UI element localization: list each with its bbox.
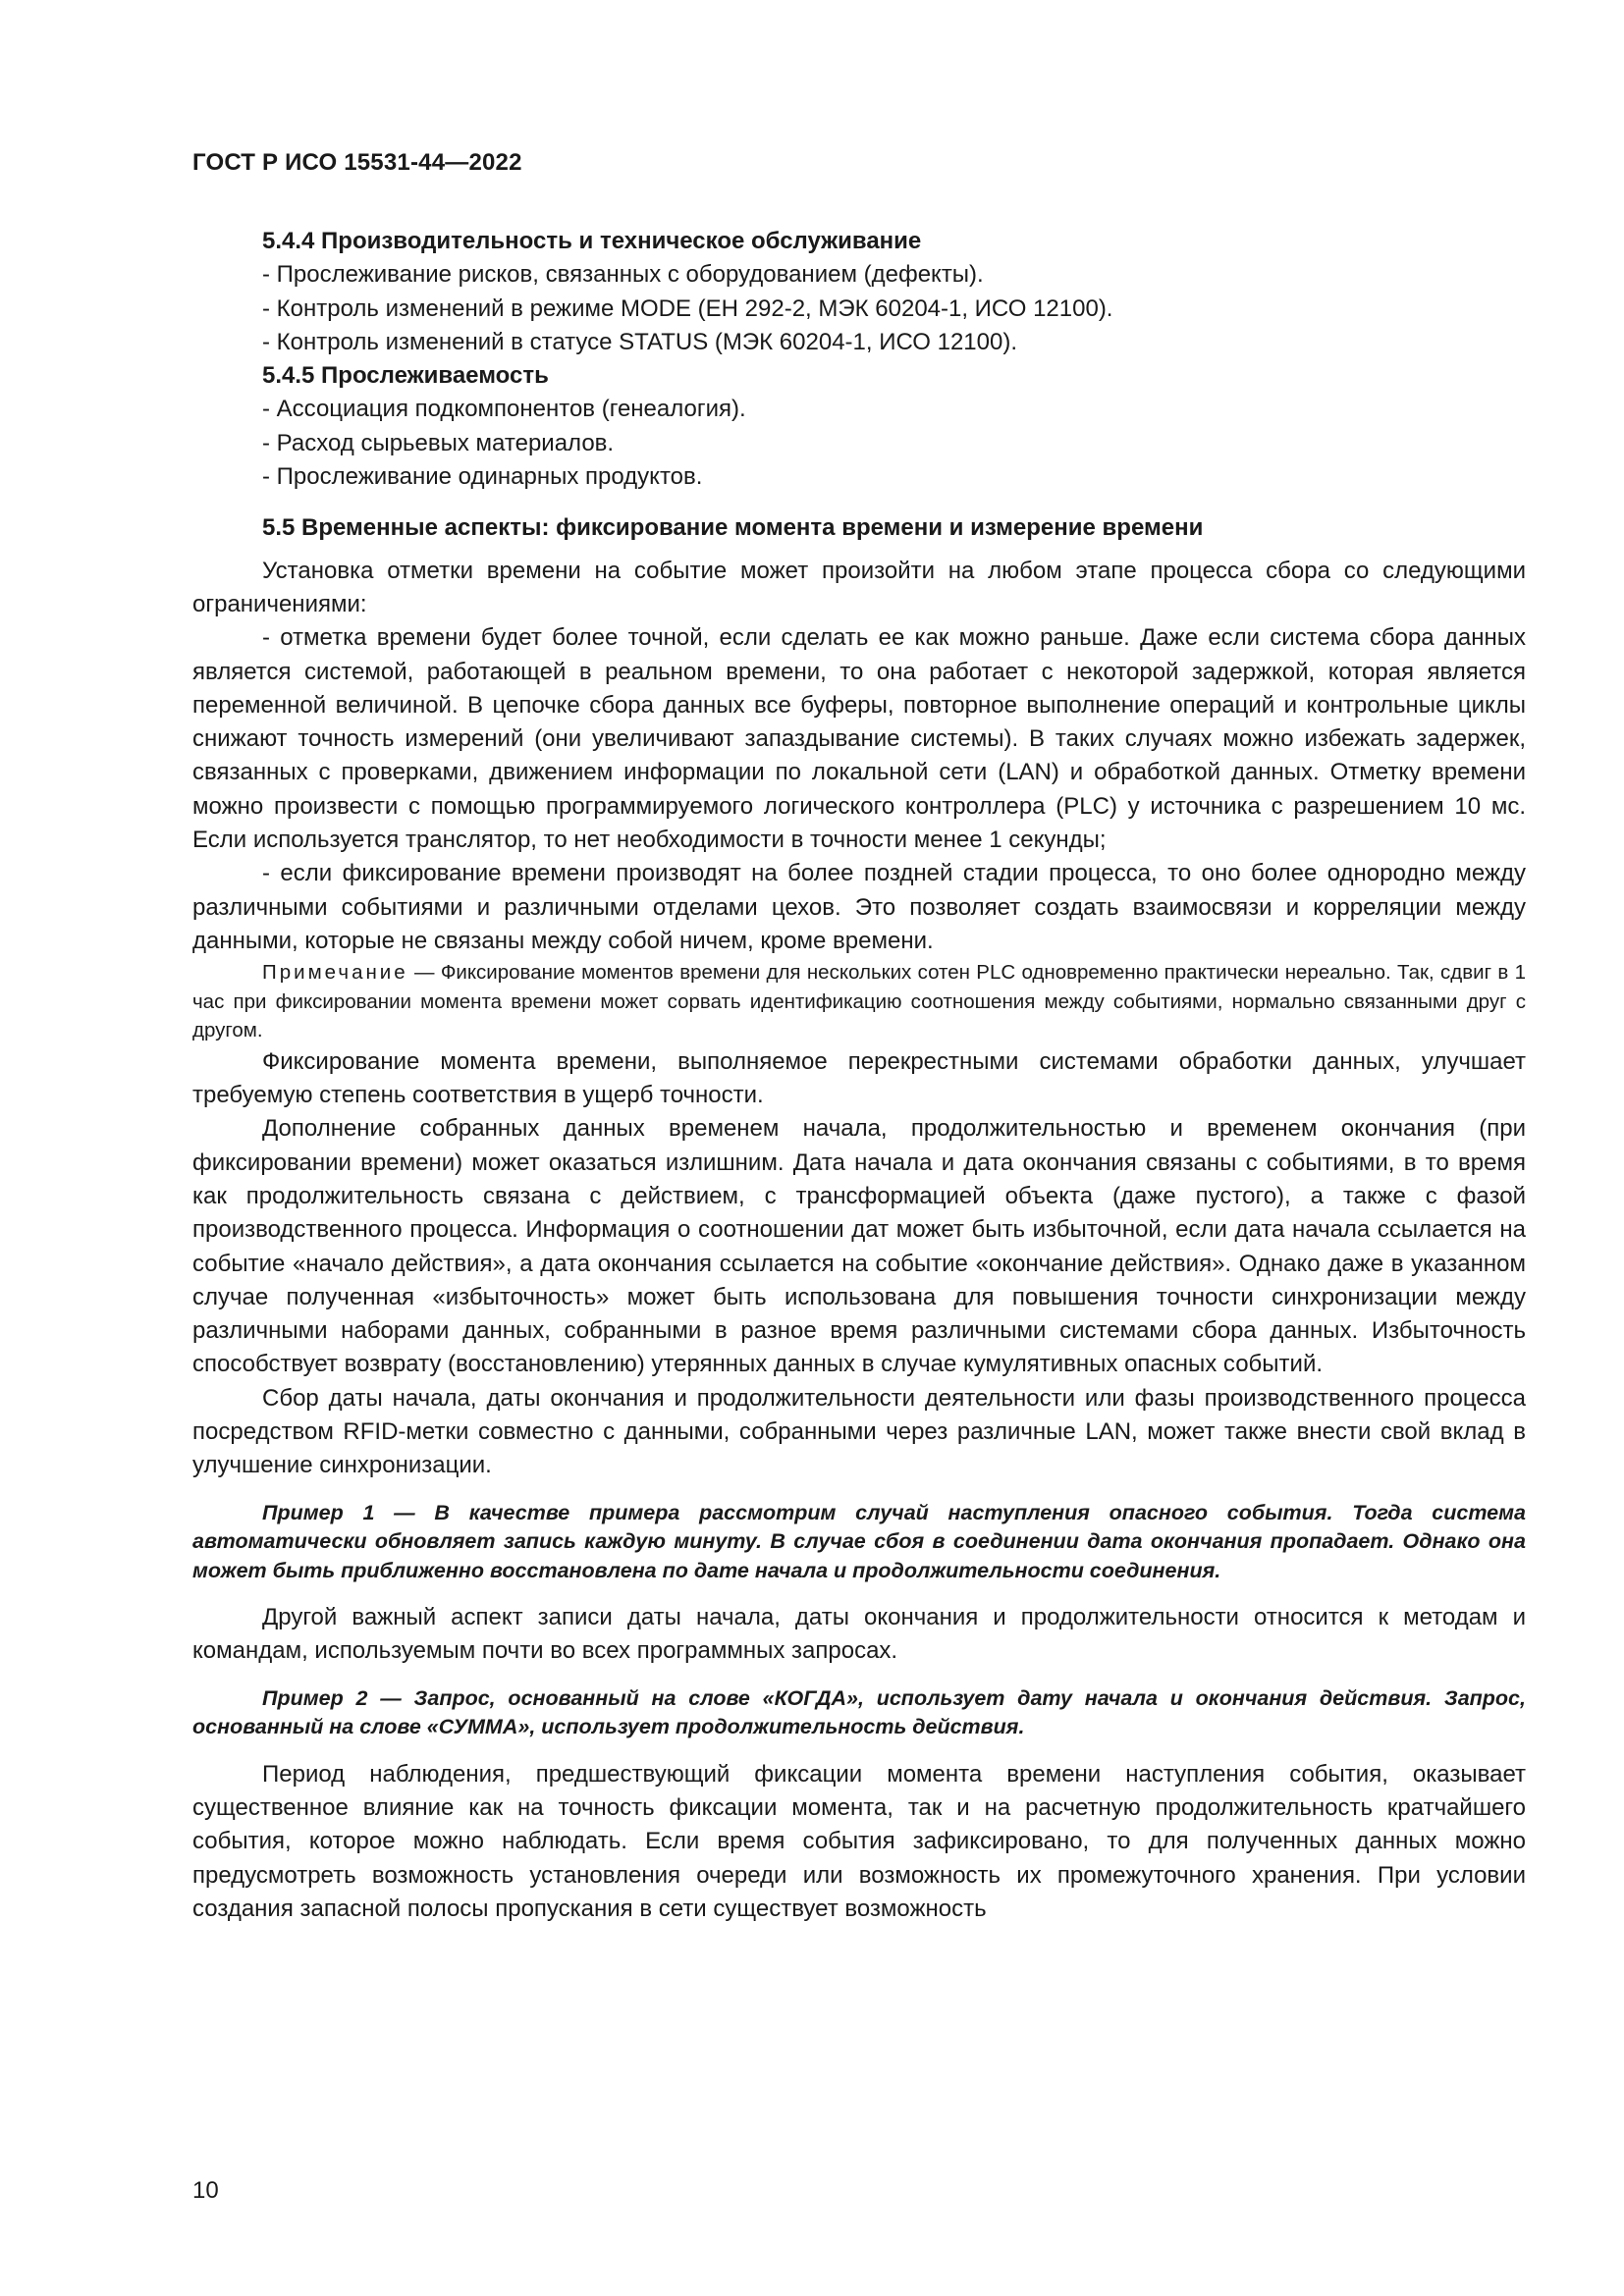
section-heading-5-4-4: 5.4.4 Производительность и техническое обслуживание xyxy=(262,228,922,254)
paragraph-point-1: - отметка времени будет более точной, если сделать ее как можно раньше. Даже если система сбора данных является системой, работающей в реальном времени, то она работает с некоторой задержкой, которая является переменной величиной. В цепочке сбора данных все буферы, повторное выполнение операций и контрольные циклы снижают точность измерений (они увеличивают запаздывание системы). В таких случаях можно избежать задержек, связанных с проверками, движением информации по локальной сети (LAN) и обработкой данных. Отметку времени можно произвести с помощью программируемого логического контроллера (PLC) у источника с разрешением 10 мс. Если используется транслятор, то нет необходимости в точности менее 1 секунды; xyxy=(192,624,1526,854)
list-item: - Прослеживание рисков, связанных с оборудованием (дефекты). xyxy=(262,261,984,289)
page-content xyxy=(192,225,1526,1926)
list-item: - Ассоциация подкомпонентов (генеалогия). xyxy=(262,396,746,423)
example-1: Пример 1 — В качестве примера рассмотрим случай наступления опасного события. Тогда система автоматически обновляет запись каждую минуту. В случае сбоя в соединении дата окончания пропадает. Однако она может быть приближенно восстановлена по дате начала и продолжительности соединения. xyxy=(192,1500,1526,1582)
note-label: Примечание xyxy=(262,961,408,985)
paragraph-point-2: - если фиксирование времени производят на более поздней стадии процесса, то оно более однородно между различными событиями и различными отделами цехов. Это позволяет создать взаимосвязи и корреляции между данными, которые не связаны между собой ничем, кроме времени. xyxy=(192,860,1526,954)
section-heading-5-4-5: 5.4.5 Прослеживаемость xyxy=(262,362,549,390)
paragraph-rfid: Сбор даты начала, даты окончания и продолжительности деятельности или фазы производственного процесса посредством RFID-метки совместно с данными, собранными через различные LAN, может также внести свой вклад в улучшение синхронизации. xyxy=(192,1384,1526,1479)
paragraph-period: Период наблюдения, предшествующий фиксации момента времени наступления события, оказывает существенное влияние как на точность фиксации момента, так и на расчетную продолжительность кратчайшего события, которое можно наблюдать. Если время события зафиксировано, то для полученных данных можно предусмотреть возможность установления очереди или возможность их промежуточного хранения. При условии создания запасной полосы пропускания в сети существует возможность xyxy=(192,1760,1526,1922)
document-header: ГОСТ Р ИСО 15531-44—2022 xyxy=(192,149,522,176)
list-item: - Расход сырьевых материалов. xyxy=(262,429,615,456)
page-number: 10 xyxy=(192,2177,219,2204)
paragraph-intro: Установка отметки времени на событие может произойти на любом этапе процесса сбора со следующими ограничениями: xyxy=(192,557,1526,617)
list-item: - Контроль изменений в режиме MODE (ЕН 292-2, МЭК 60204-1, ИСО 12100). xyxy=(262,294,1113,322)
list-item: - Прослеживание одинарных продуктов. xyxy=(262,463,703,491)
example-2: Пример 2 — Запрос, основанный на слове «КОГДА», использует дату начала и окончания действия. Запрос, основанный на слове «СУММА», использует продолжительность действия. xyxy=(192,1685,1526,1739)
note-block xyxy=(192,958,1526,1045)
list-item: - Контроль изменений в статусе STATUS (МЭК 60204-1, ИСО 12100). xyxy=(262,328,1018,355)
paragraph-supplement: Дополнение собранных данных временем начала, продолжительностью и временем окончания (при фиксировании времени) может оказаться излишним. Дата начала и дата окончания связаны с событиями, в то время как продолжительность связана с действием, с трансформацией объекта (даже пустого), а также с фазой производственного процесса. Информация о соотношении дат может быть избыточной, если дата начала ссылается на событие «начало действия», а дата окончания ссылается на событие «окончание действия». Однако даже в указанном случае полученная «избыточность» может быть использована для повышения точности синхронизации между различными наборами данных, собранными в разное время различными системами сбора данных. Избыточность способствует возврату (восстановлению) утерянных данных в случае кумулятивных опасных событий. xyxy=(192,1115,1526,1378)
note-text: — Фиксирование моментов времени для нескольких сотен PLC одновременно практически нереально. Так, сдвиг в 1 час при фиксировании момента времени может сорвать идентификацию соотношения между событиями, нормально связанными друг с другом. xyxy=(192,961,1526,1042)
section-heading-5-5: 5.5 Временные аспекты: фиксирование момента времени и измерение времени xyxy=(262,514,1204,542)
paragraph-cross-systems: Фиксирование момента времени, выполняемое перекрестными системами обработки данных, улучшает требуемую степень соответствия в ущерб точности. xyxy=(192,1047,1526,1109)
paragraph-aspect: Другой важный аспект записи даты начала, даты окончания и продолжительности относится к методам и командам, используемым почти во всех программных запросах. xyxy=(192,1604,1526,1665)
